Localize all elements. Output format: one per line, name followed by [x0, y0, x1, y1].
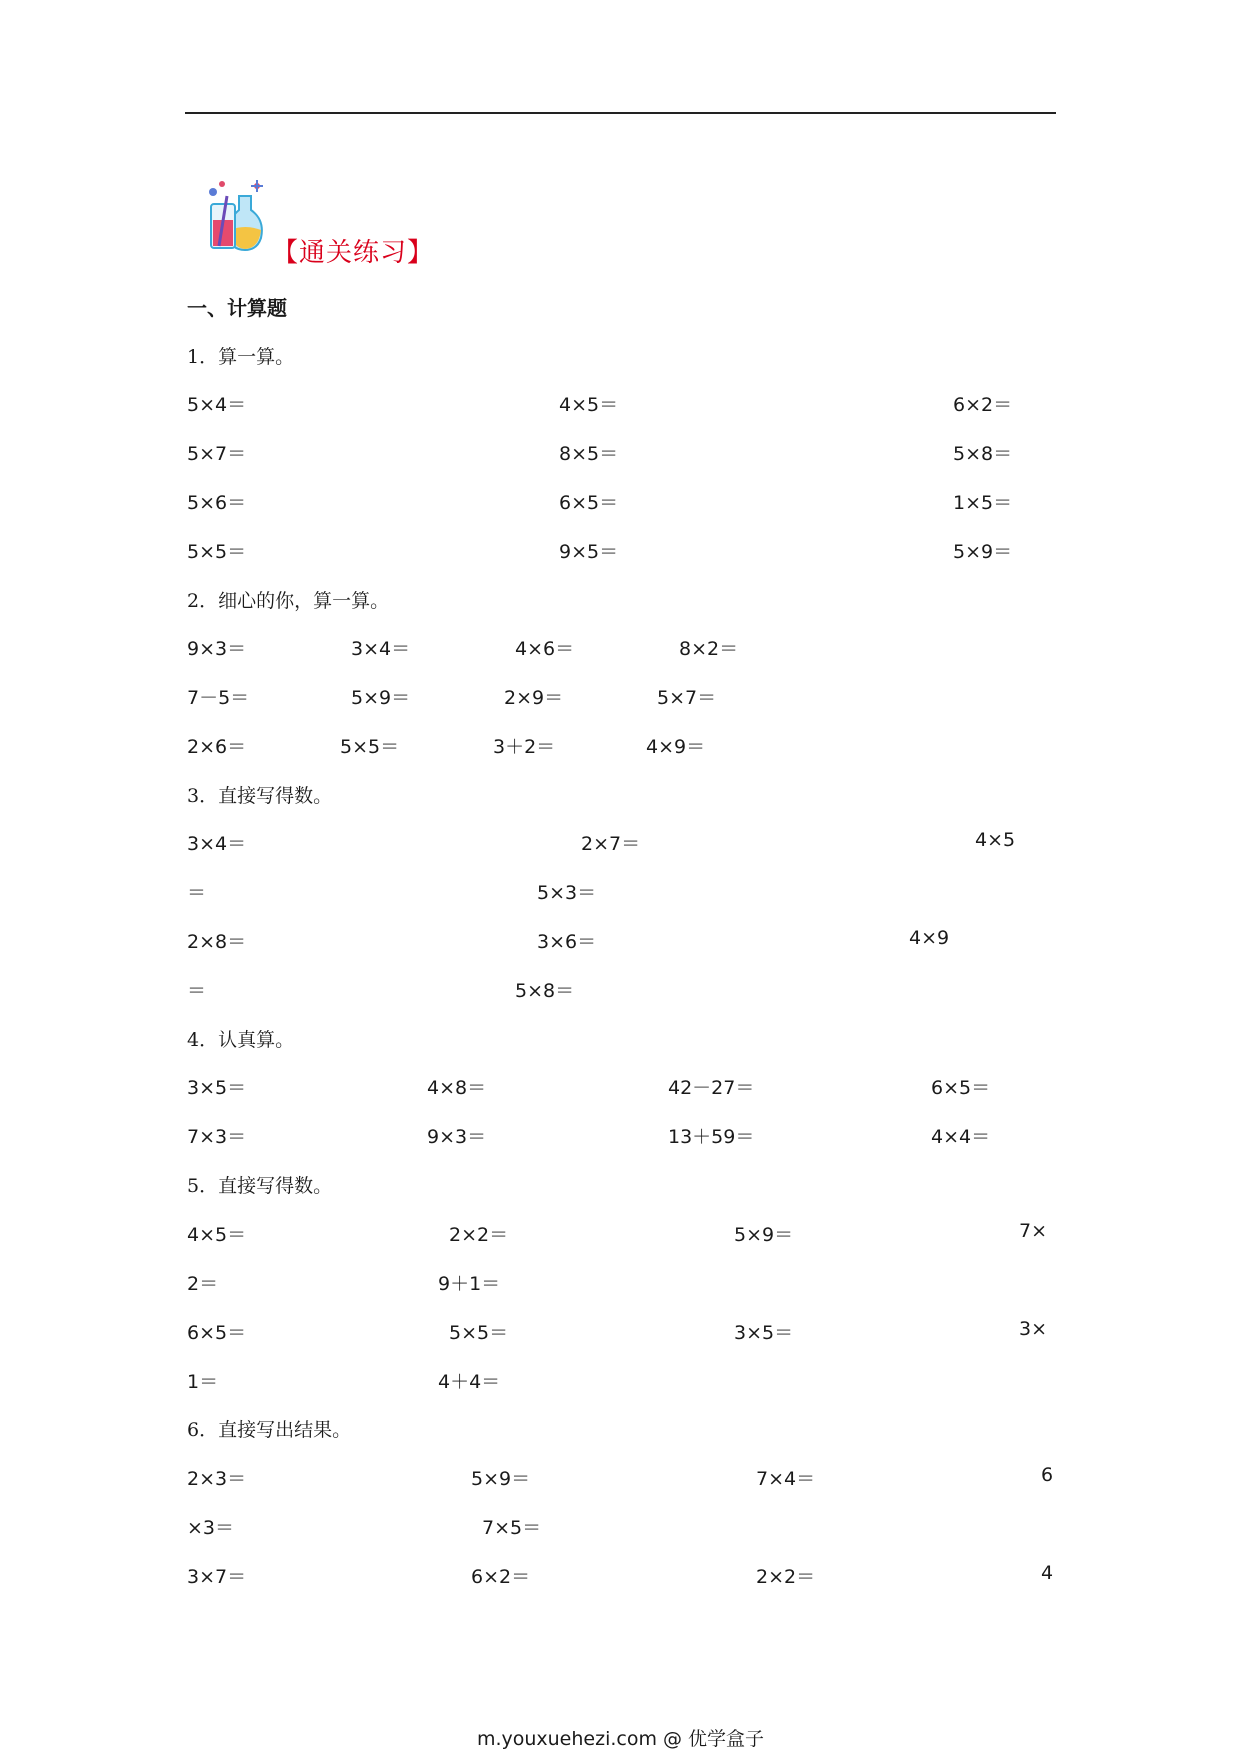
exercise: 5×7＝ — [657, 687, 717, 709]
exercise: 6×2＝ — [953, 394, 1013, 416]
exercise: 3×6＝ — [537, 931, 597, 953]
exercise: 4×9＝ — [646, 736, 706, 758]
exercise: 7×5＝ — [482, 1517, 542, 1539]
exercise: 5×6＝ — [187, 492, 247, 514]
exercise: ＝ — [187, 882, 207, 904]
exercise: 2×7＝ — [581, 833, 641, 855]
exercise: 4×4＝ — [931, 1126, 991, 1148]
exercise: ×3＝ — [187, 1517, 235, 1539]
exercise: 7×4＝ — [756, 1468, 816, 1490]
exercise: 2×3＝ — [187, 1468, 247, 1490]
exercise: ＝ — [187, 980, 207, 1002]
question-5-title: 5．直接写得数。 — [187, 1175, 333, 1197]
exercise: 5×5＝ — [340, 736, 400, 758]
exercise: 8×2＝ — [679, 638, 739, 660]
exercise: 4×5 — [975, 829, 1016, 851]
exercise: 42－27＝ — [668, 1077, 755, 1099]
exercise: 4＋4＝ — [438, 1371, 501, 1393]
exercise: 4×5＝ — [559, 394, 619, 416]
exercise: 5×8＝ — [953, 443, 1013, 465]
exercise: 7×3＝ — [187, 1126, 247, 1148]
exercise: 7－5＝ — [187, 687, 250, 709]
exercise: 5×4＝ — [187, 394, 247, 416]
exercise: 6×2＝ — [471, 1566, 531, 1588]
exercise: 4×6＝ — [515, 638, 575, 660]
exercise: 6 — [1041, 1464, 1054, 1486]
exercise: 9×3＝ — [427, 1126, 487, 1148]
exercise: 2×2＝ — [449, 1224, 509, 1246]
exercise: 6×5＝ — [931, 1077, 991, 1099]
exercise: 3× — [1019, 1318, 1048, 1340]
exercise: 8×5＝ — [559, 443, 619, 465]
question-6-title: 6．直接写出结果。 — [187, 1419, 352, 1441]
exercise: 6×5＝ — [187, 1322, 247, 1344]
exercise: 5×9＝ — [734, 1224, 794, 1246]
exercise: 5×5＝ — [187, 541, 247, 563]
exercise: 5×9＝ — [953, 541, 1013, 563]
header-rule — [185, 112, 1056, 114]
exercise: 5×9＝ — [351, 687, 411, 709]
question-1-title: 1．算一算。 — [187, 346, 295, 368]
exercise: 9×5＝ — [559, 541, 619, 563]
exercise: 1×5＝ — [953, 492, 1013, 514]
question-4-title: 4．认真算。 — [187, 1029, 295, 1051]
exercise: 2×6＝ — [187, 736, 247, 758]
question-3-title: 3．直接写得数。 — [187, 785, 333, 807]
exercise: 3×4＝ — [187, 833, 247, 855]
exercise: 9＋1＝ — [438, 1273, 501, 1295]
exercise: 3×5＝ — [187, 1077, 247, 1099]
exercise: 3×4＝ — [351, 638, 411, 660]
exercise: 6×5＝ — [559, 492, 619, 514]
exercise: 1＝ — [187, 1371, 219, 1393]
question-2-title: 2．细心的你，算一算。 — [187, 590, 390, 612]
exercise: 4 — [1041, 1562, 1054, 1584]
exercise: 9×3＝ — [187, 638, 247, 660]
exercise: 13＋59＝ — [668, 1126, 755, 1148]
exercise: 5×9＝ — [471, 1468, 531, 1490]
exercise: 4×9 — [909, 927, 950, 949]
section-title: 【通关练习】 — [272, 238, 435, 268]
footer-watermark: m.youxuehezi.com @ 优学盒子 — [476, 1728, 765, 1750]
section-heading: 一、计算题 — [187, 296, 287, 320]
exercise: 3×7＝ — [187, 1566, 247, 1588]
exercise: 3＋2＝ — [493, 736, 556, 758]
exercise: 7× — [1019, 1220, 1048, 1242]
exercise: 2×2＝ — [756, 1566, 816, 1588]
exercise: 5×7＝ — [187, 443, 247, 465]
exercise: 2＝ — [187, 1273, 219, 1295]
exercise: 3×5＝ — [734, 1322, 794, 1344]
lab-flask-icon — [205, 178, 267, 254]
exercise: 2×9＝ — [504, 687, 564, 709]
exercise: 5×8＝ — [515, 980, 575, 1002]
exercise: 2×8＝ — [187, 931, 247, 953]
exercise: 4×5＝ — [187, 1224, 247, 1246]
exercise: 4×8＝ — [427, 1077, 487, 1099]
exercise: 5×3＝ — [537, 882, 597, 904]
exercise: 5×5＝ — [449, 1322, 509, 1344]
